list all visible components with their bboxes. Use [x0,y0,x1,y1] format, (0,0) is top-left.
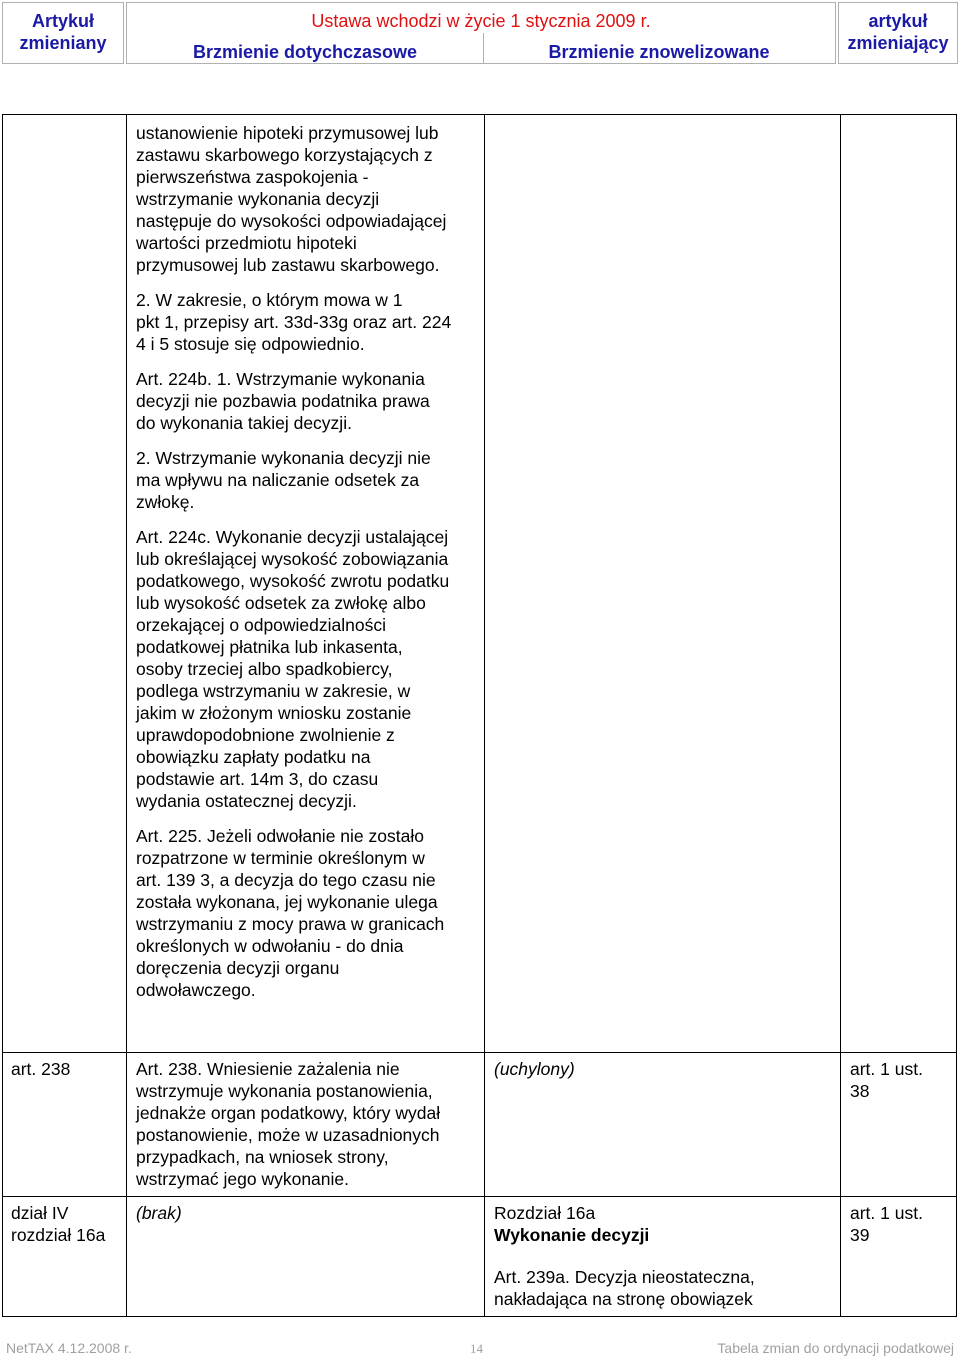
table-row-divider [3,1052,956,1053]
header-amending-article [839,10,957,54]
footer-document-title: Tabela zmian do ordynacji podatkowej [717,1340,954,1356]
row2-new-text: (uchylony) [494,1059,575,1079]
header-changed-article-cell [2,2,124,64]
footer-source: NetTAX 4.12.2008 r. [6,1340,132,1356]
header-version-columns [127,33,835,63]
table-row-divider [3,1196,956,1197]
comparison-table [2,114,957,1317]
header-changed-article [3,10,123,54]
header-old-version: Brzmienie dotychczasowe [127,33,484,63]
page-number: 14 [470,1341,483,1356]
paragraph: Art. 239a. Decyzja nieostateczna, nakładająca na stronę obowiązek [494,1267,755,1309]
effective-date-banner: Ustawa wchodzi w życie 1 stycznia 2009 r. [311,11,651,31]
header-amending-article-line2: zmieniający [847,33,949,53]
paragraph: 2. W zakresie, o którym mowa w 1 pkt 1, przepisy art. 33d-33g oraz art. 224 4 i 5 stosuje się odpowiednio. [136,290,452,354]
header-new-version: Brzmienie znowelizowane [548,42,770,62]
header-amending-article-line1: artykuł [868,11,928,31]
header-changed-article-line1: Artykuł [31,11,94,31]
header-amending-article-cell [838,2,958,64]
paragraph: Art. 224b. 1. Wstrzymanie wykonania decyzji nie pozbawia podatnika prawa do wykonania takiej decyzji. [136,369,430,433]
row3-new-text [494,1202,824,1310]
page-footer [0,1336,960,1357]
paragraph: ustanowienie hipoteki przymusowej lub zastawu skarbowego korzystających z pierwszeństwa zaspokojenia - wstrzymanie wykonania decyzji następuje do wysokości odpowiadającej wartości przedmiotu hipoteki przymusowej lub zastawu skarbowego. [136,123,447,275]
table-col-divider [840,115,841,1316]
table-col-divider [484,115,485,1316]
row3-article: dział IV rozdział 16a [11,1203,106,1245]
table-col-divider [126,115,127,1316]
row2-old-text: Art. 238. Wniesienie zażalenia nie wstrzymuje wykonania postanowienia, jednakże organ podatkowy, który wydał postanowienie, może w uzasadnionych przypadkach, na wniosek strony, wstrzymać jego wykonanie. [136,1059,441,1189]
header-changed-article-line2: zmieniany [19,33,107,53]
header-versions-cell [126,2,836,64]
row3-old-text: (brak) [136,1203,182,1223]
row2-article: art. 238 [11,1059,71,1079]
row2-amending-ref: art. 1 ust. 38 [850,1059,923,1101]
paragraph: 2. Wstrzymanie wykonania decyzji nie ma wpływu na naliczanie odsetek za zwłokę. [136,448,431,512]
paragraph: Art. 224c. Wykonanie decyzji ustalającej lub określającej wysokość zobowiązania podatkowego, wysokość zwrotu podatku lub wysokość odsetek za zwłokę albo orzekającej o odpowiedzialności podatkowej płatnika lub inkasenta, osoby trzeciej albo spadkobiercy, podlega wstrzymaniu w zakresie, w jakim w złożonym wniosku zostanie uprawdopodobnione zwolnienie z obowiązku zapłaty podatku na podstawie art. 14m 3, do czasu wydania ostatecznej decyzji. [136,527,450,811]
chapter-number: Rozdział 16a [494,1203,596,1223]
page-header [0,0,960,67]
paragraph: Art. 225. Jeżeli odwołanie nie zostało rozpatrzone w terminie określonym w art. 139 3, a decyzja do tego czasu nie została wykonana, jej wykonanie ulega wstrzymaniu z mocy prawa w granicach określonych w odwołaniu - do dnia doręczenia decyzji organu odwoławczego. [136,826,445,1000]
row1-old-text [136,122,481,1014]
chapter-title: Wykonanie decyzji [494,1225,650,1245]
row3-amending-ref: art. 1 ust. 39 [850,1203,923,1245]
